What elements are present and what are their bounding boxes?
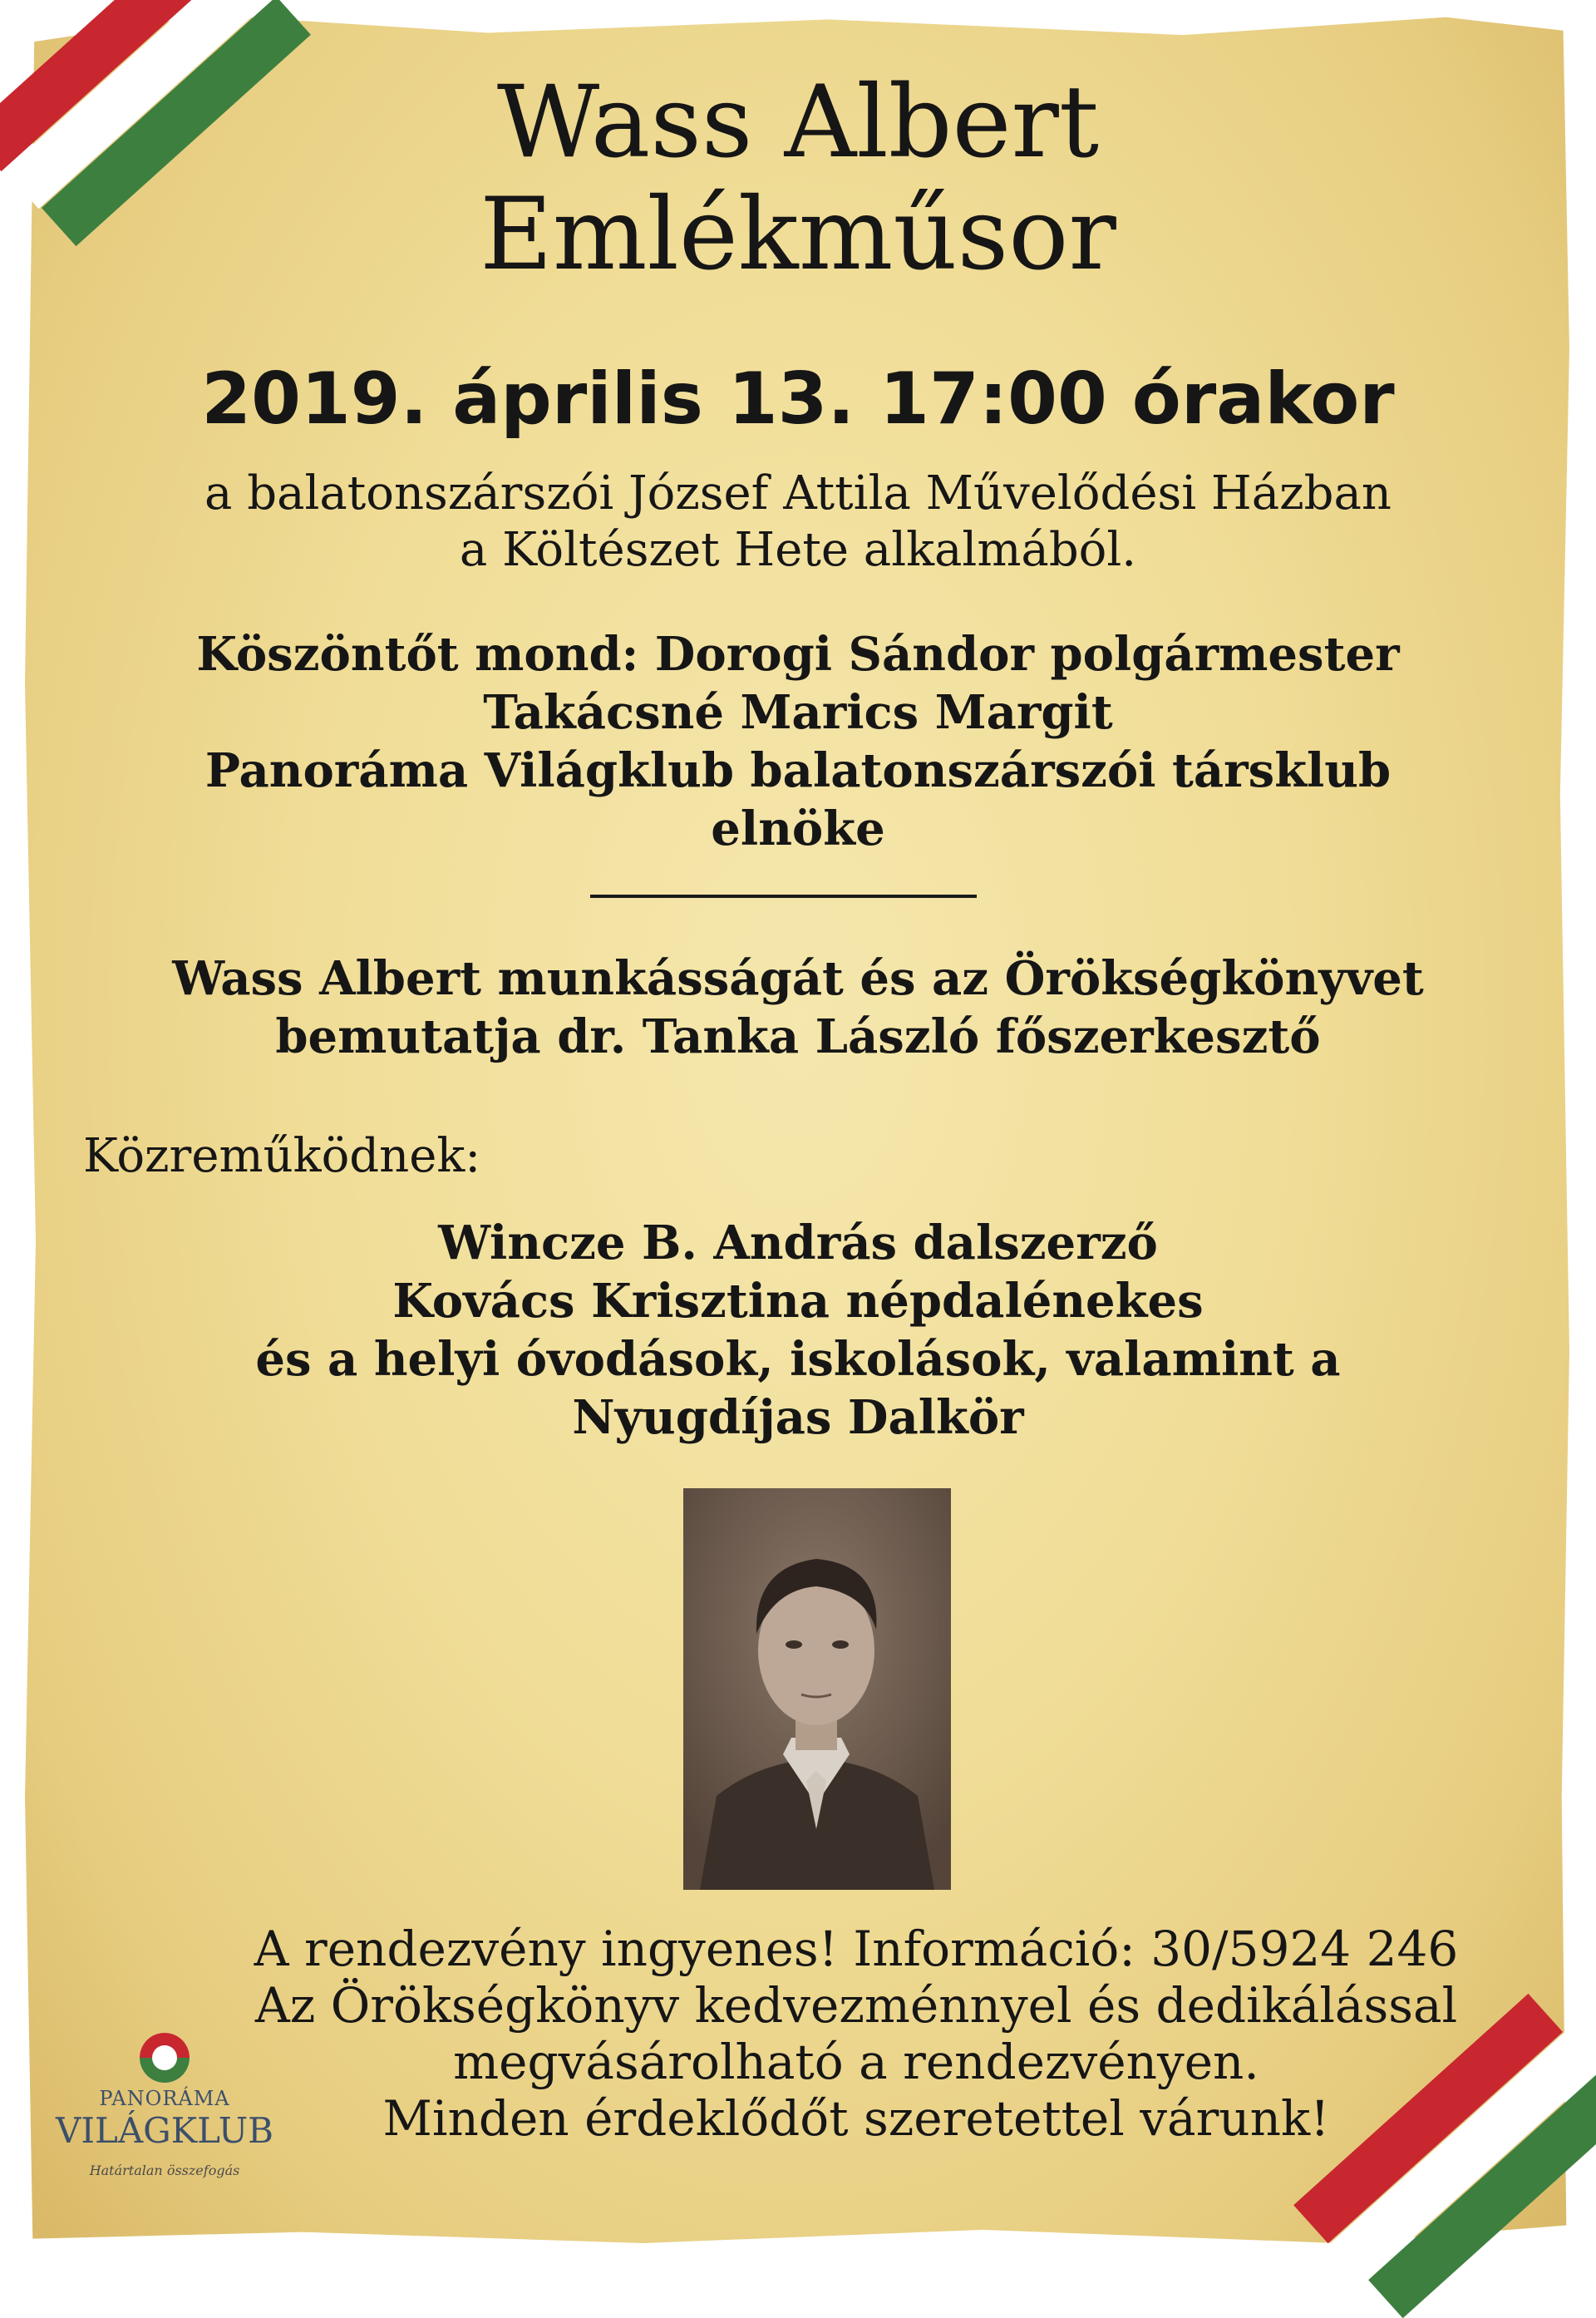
event-date: 2019. április 13. 17:00 órakor [201,358,1395,441]
greeting-line-2: Takácsné Marics Margit [483,685,1113,740]
venue-line-1: a balatonszárszói József Attila Művelődési Házban [204,466,1392,520]
footer-line-4: Minden érdeklődőt szeretettel várunk! [382,2090,1330,2147]
logo-emblem-icon [135,2029,194,2087]
greeting-block [0,625,1596,858]
contributor-line-4: Nyugdíjas Dalkör [572,1390,1024,1445]
presentation-line-2: bemutatja dr. Tanka László főszerkesztő [275,1009,1321,1064]
contributor-line-2: Kovács Krisztina népdalénekes [392,1274,1204,1329]
contributors-heading: Közreműködnek: [83,1129,481,1183]
greeting-line-4: elnöke [711,801,885,856]
logo-line-2: VILÁGKLUB [56,2110,273,2151]
section-divider [590,895,977,898]
contributors-block [0,1214,1596,1447]
logo-tagline: Határtalan összefogás [89,2163,240,2178]
panorama-vilagklub-logo [40,2029,289,2228]
presentation-line-1: Wass Albert munkásságát és az Örökségkönyvet [172,951,1424,1006]
footer-block [133,1921,1579,2147]
greeting-line-1: Köszöntőt mond: Dorogi Sándor polgármester [196,627,1400,682]
contributor-line-1: Wincze B. András dalszerző [438,1216,1158,1270]
portrait-photo [683,1488,951,1890]
contributor-line-3: és a helyi óvodások, iskolások, valamint a [255,1332,1341,1387]
title-line-2: Emlékműsor [480,177,1116,293]
venue-block [0,466,1596,579]
portrait-illustration [683,1488,951,1890]
logo-line-1: PANORÁMA [99,2087,230,2110]
title-line-1: Wass Albert [496,65,1100,180]
greeting-line-3: Panoráma Világklub balatonszárszói társklub [204,743,1392,798]
event-title [0,67,1596,291]
footer-line-3: megvásárolható a rendezvényen. [453,2034,1259,2090]
presentation-block [0,949,1596,1066]
footer-line-1: A rendezvény ingyenes! Információ: 30/5924 246 [254,1921,1459,1977]
venue-line-2: a Költészet Hete alkalmából. [459,523,1137,577]
footer-line-2: Az Örökségkönyv kedvezménnyel és dedikálással [254,1977,1458,2034]
